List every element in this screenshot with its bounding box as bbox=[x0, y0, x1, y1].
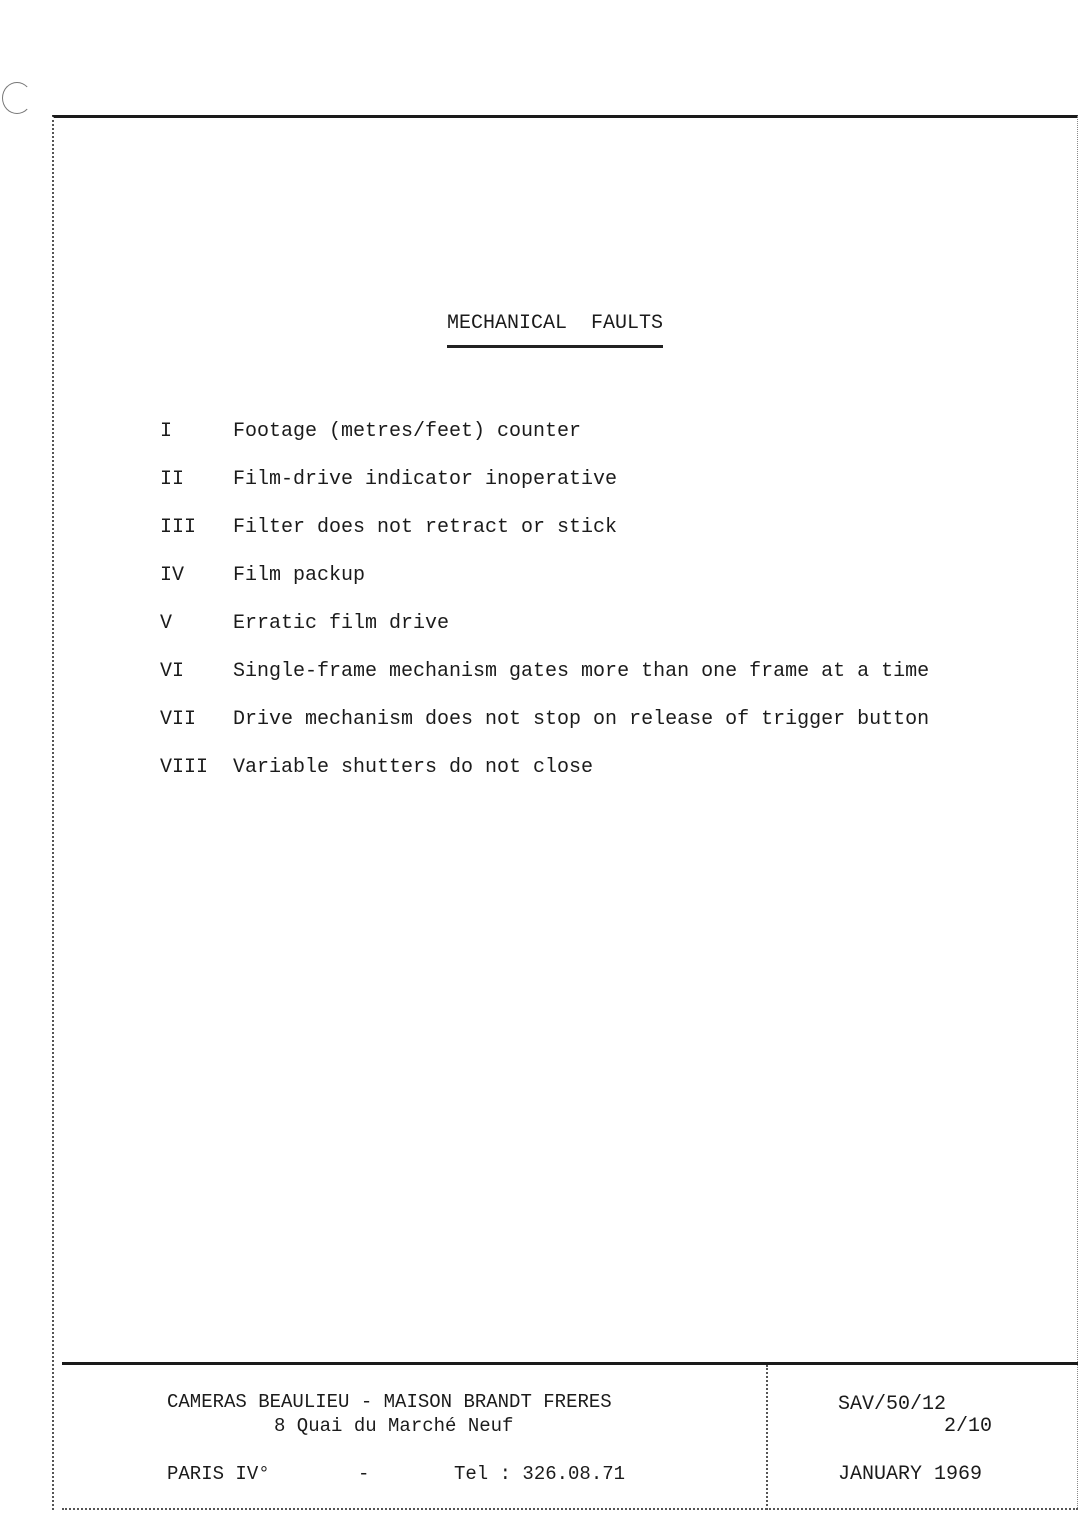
punch-hole-mark bbox=[2, 82, 32, 114]
document-date: JANUARY 1969 bbox=[838, 1463, 983, 1486]
fault-description: Single-frame mechanism gates more than one frame at a time bbox=[233, 660, 930, 683]
fault-description: Filter does not retract or stick bbox=[233, 516, 618, 539]
fault-number: VI bbox=[160, 660, 185, 683]
fault-number: I bbox=[160, 420, 173, 443]
fault-number: III bbox=[160, 516, 197, 539]
fault-description: Drive mechanism does not stop on release of trigger button bbox=[233, 708, 930, 731]
footer-separator: - bbox=[358, 1463, 370, 1485]
document-reference: SAV/50/12 bbox=[838, 1393, 947, 1416]
list-item bbox=[160, 420, 929, 468]
list-item bbox=[160, 708, 929, 756]
page-title: MECHANICAL FAULTS bbox=[447, 312, 663, 348]
company-address: 8 Quai du Marché Neuf bbox=[274, 1415, 514, 1437]
company-city: PARIS IV° bbox=[167, 1463, 270, 1485]
list-item bbox=[160, 516, 929, 564]
fault-list bbox=[160, 420, 929, 804]
fault-description: Erratic film drive bbox=[233, 612, 450, 635]
page-number: 2/10 bbox=[944, 1415, 993, 1438]
company-telephone: Tel : 326.08.71 bbox=[454, 1463, 626, 1485]
list-item bbox=[160, 612, 929, 660]
footer-bottom-rule bbox=[62, 1508, 1078, 1510]
company-name: CAMERAS BEAULIEU - MAISON BRANDT FRERES bbox=[167, 1391, 612, 1413]
fault-number: VIII bbox=[160, 756, 209, 779]
list-item bbox=[160, 564, 929, 612]
fault-number: VII bbox=[160, 708, 197, 731]
fault-number: V bbox=[160, 612, 173, 635]
list-item bbox=[160, 756, 929, 804]
list-item bbox=[160, 468, 929, 516]
fault-description: Film packup bbox=[233, 564, 366, 587]
fault-description: Variable shutters do not close bbox=[233, 756, 594, 779]
footer-divider bbox=[766, 1365, 768, 1510]
footer bbox=[62, 1362, 1078, 1510]
fault-number: IV bbox=[160, 564, 185, 587]
fault-description: Film-drive indicator inoperative bbox=[233, 468, 618, 491]
fault-description: Footage (metres/feet) counter bbox=[233, 420, 582, 443]
fault-number: II bbox=[160, 468, 185, 491]
list-item bbox=[160, 660, 929, 708]
